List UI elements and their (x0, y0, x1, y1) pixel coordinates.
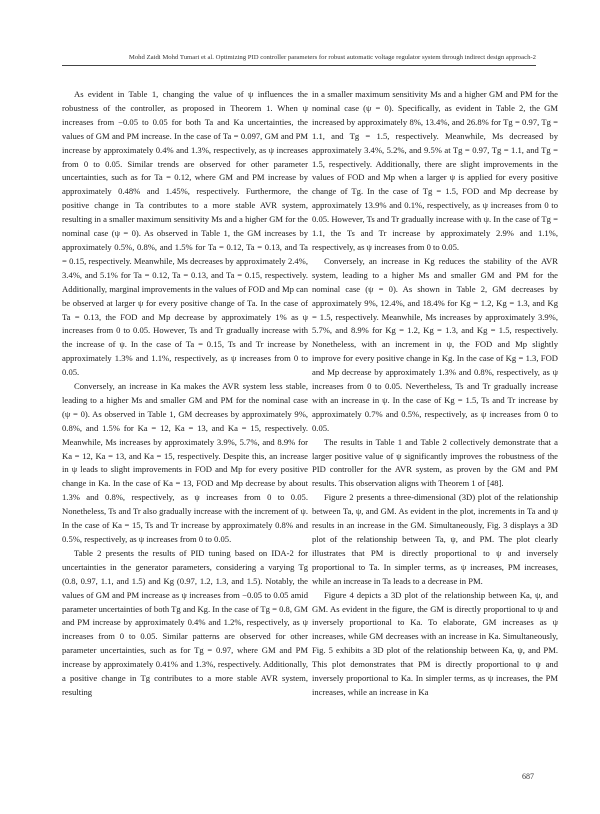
paragraph-left-1: As evident in Table 1, changing the value of ψ influences the robustness of the controller, as proposed in Theorem 1. When ψ increases from −0.05 to 0.05 for both Ta and Ka uncertainties, the values of GM and PM increase. In the case of Ta = 0.097, GM and PM increase by approximately 0.4% and 1.3%, respectively, as ψ increases from 0 to 0.05. Similar trends are observed for other parameter uncertainties, such as for Ta = 0.12, where GM and PM increase by approximately 0.48% and 1.45%, respectively. Furthermore, the positive change in Ta contributes to a more stable AVR system, resulting in a smaller maximum sensitivity Ms and a higher GM for the nominal case (ψ = 0). As observed in Table 1, the GM increases by approximately 0.5%, 0.8%, and 1.5% for Ta = 0.12, Ta = 0.13, and Ta = 0.15, respectively. Meanwhile, Ms decreases by approximately 2.4%, 3.4%, and 5.1% for Ta = 0.12, Ta = 0.13, and Ta = 0.15, respectively. Additionally, marginal improvements in the values of FOD and Mp can be observed at larger ψ for every positive change of Ta. In the case of Ta = 0.13, the FOD and Mp decrease by approximately 1% as ψ increases from 0 to 0.05. However, Ts and Tr gradually increase with the increase of ψ. In the case of Ta = 0.15, Ts and Tr increase by approximately 1.3% and 1.1%, respectively, as ψ increases from 0 to 0.05. (62, 89, 308, 378)
left-column (62, 88, 308, 700)
paragraph-right-4: Figure 2 presents a three-dimensional (3D) plot of the relationship between Ta, ψ, and GM. As evident in the plot, increments in Ta and ψ results in an increase in the GM. Simultaneously, Fig. 3 displays a 3D plot of the relationship between Ta, ψ, and PM. The plot clearly illustrates that PM is directly proportional to ψ and inversely proportional to Ta. In simpler terms, as ψ increases, PM increases, while an increase in Ta leads to a decrease in PM. (312, 492, 558, 586)
paragraph-right-3: The results in Table 1 and Table 2 collectively demonstrate that a larger positive value of ψ significantly improves the robustness of the PID controller for the AVR system, as proven by the GM and PM results. This observation aligns with Theorem 1 of [48]. (312, 436, 558, 489)
header-divider (62, 65, 536, 66)
running-header: Mohd Zaidi Mohd Tumari et al. Optimizing PID controller parameters for robust automatic voltage regulator system through indirect design approach-2 (128, 54, 536, 61)
paragraph-right-1: in a smaller maximum sensitivity Ms and a higher GM and PM for the nominal case (ψ = 0). Specifically, as evident in Table 2, the GM increased by approximately 8%, 13.4%, and 26.8% for Tg = 0.97, Tg = 1.1, and Tg = 1.5, respectively. Meanwhile, Ms decreased by approximately 3.4%, 5.2%, and 9.5% at Tg = 0.97, Tg = 1.1, and Tg = 1.5, respectively. Additionally, there are slight improvements in the values of FOD and Mp when a larger ψ is applied for every positive change of Tg. In the case of Tg = 1.5, FOD and Mp decrease by approximately 13.9% and 0.1%, respectively, as ψ increases from 0 to 0.05. However, Ts and Tr gradually increase with ψ. In the case of Tg = 1.1, the Ts and Tr increase by approximately 2.9% and 1.1%, respectively, as ψ increases from 0 to 0.05. (312, 89, 558, 252)
paragraph-left-3: Table 2 presents the results of PID tuning based on IDA-2 for uncertainties in the generator parameters, considering a varying Tg (0.8, 0.97, 1.1, and 1.5) and Kg (0.97, 1.2, 1.3, and 1.5). Notably, the values of GM and PM increase as ψ increases from −0.05 to 0.05 amid parameter uncertainties of both Tg and Kg. In the case of Tg = 0.8, GM and PM increase by approximately 0.4% and 1.2%, respectively, as ψ increases from 0 to 0.05. Similar patterns are observed for other parameter uncertainties, such as for Tg = 0.97, where GM and PM increase by approximately 0.41% and 1.3%, respectively. Additionally, a positive change in Tg contributes to a more stable AVR system, resulting (62, 547, 308, 697)
paragraph-right-2: Conversely, an increase in Kg reduces the stability of the AVR system, leading to a higher Ms and smaller GM and PM for the nominal case (ψ = 0). As shown in Table 2, GM decreases by approximately 9%, 12.4%, and 18.4% for Kg = 1.2, Kg = 1.3, and Kg = 1.5, respectively. Meanwhile, Ms increases by approximately 3.9%, 5.7%, and 8.9% for Kg = 1.2, Kg = 1.3, and Kg = 1.5, respectively. Nonetheless, with an increment in ψ, the FOD and Mp slightly improve for every positive change in Kg. In the case of Kg = 1.3, FOD and Mp decrease by approximately 1.3% and 0.8%, respectively, as ψ increases from 0 to 0.05. Nevertheless, Ts and Tr gradually increase with an increase in ψ. In the case of Kg = 1.5, Ts and Tr increase by approximately 0.7% and 0.5%, respectively, as ψ increases from 0 to 0.05. (312, 255, 558, 433)
page-number: 687 (522, 772, 534, 781)
right-column (312, 88, 558, 700)
paragraph-right-5: Figure 4 depicts a 3D plot of the relationship between Ka, ψ, and GM. As evident in the figure, the GM is directly proportional to ψ and inversely proportional to Ka. To elaborate, GM increases as ψ increases, while GM decreases with an increase in Ka. Simultaneously, Fig. 5 exhibits a 3D plot of the relationship between Ka, ψ, and PM. This plot demonstrates that PM is directly proportional to ψ and inversely proportional to Ka. In simpler terms, as ψ increases, the PM increases, while an increase in Ka (312, 589, 558, 697)
paragraph-left-2: Conversely, an increase in Ka makes the AVR system less stable, leading to a higher Ms and smaller GM and PM for the nominal case (ψ = 0). As observed in Table 1, GM decreases by approximately 9%, 0.8%, and 1.5% for Ka = 12, Ka = 13, and Ka = 15, respectively. Meanwhile, Ms increases by approximately 3.9%, 5.7%, and 8.9% for Ka = 12, Ka = 13, and Ka = 15, respectively. Despite this, an increase in ψ leads to slight improvements in FOD and Mp for every positive change in Ka. In the case of Ka = 13, FOD and Mp decrease by about 1.3% and 0.8%, respectively, as ψ increases from 0 to 0.05. Nonetheless, Ts and Tr also gradually increase with the increment of ψ. In the case of Ka = 15, Ts and Tr increase by approximately 0.8% and 0.5%, respectively, as ψ increases from 0 to 0.05. (62, 381, 308, 544)
